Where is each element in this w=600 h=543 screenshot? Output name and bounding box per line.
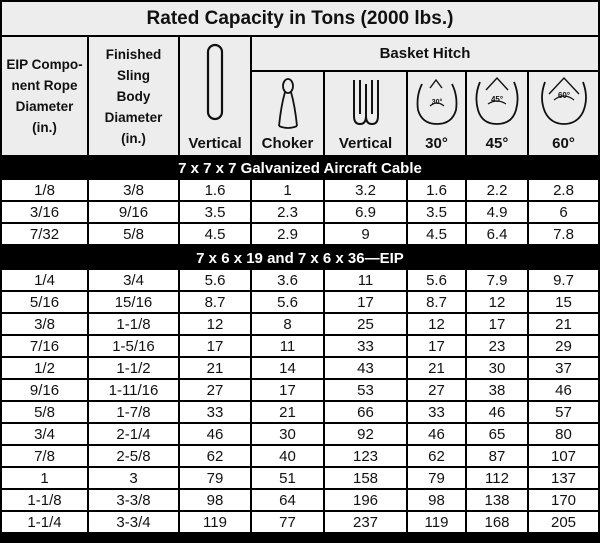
- table-cell-basket-45: 38: [467, 380, 527, 400]
- col-header-45-degree: [467, 72, 527, 155]
- table-cell-basket-45: 46: [467, 402, 527, 422]
- table-cell-choker: 2.3: [252, 202, 323, 222]
- table-cell-vertical: 1.6: [180, 180, 250, 200]
- table-cell-basket-60: 6: [529, 202, 598, 222]
- table-cell-choker: 5.6: [252, 292, 323, 312]
- col-header-finished-body-diameter: [89, 37, 178, 155]
- table-cell-basket-45: 2.2: [467, 180, 527, 200]
- table-cell-eip-diameter: 1-1/8: [2, 490, 87, 510]
- table-cell-basket-30: 17: [408, 336, 465, 356]
- table-cell-basket-vertical: 196: [325, 490, 406, 510]
- table-cell-vertical: 33: [180, 402, 250, 422]
- table-cell-eip-diameter: 7/8: [2, 446, 87, 466]
- table-cell-eip-diameter: 5/16: [2, 292, 87, 312]
- vertical-hitch-icon: [204, 42, 226, 122]
- section-header: 7 x 7 x 7 Galvanized Aircraft Cable: [2, 158, 598, 178]
- table-cell-finished-diameter: 1-1/8: [89, 314, 178, 334]
- table-cell-basket-45: 17: [467, 314, 527, 334]
- section-header: 7 x 6 x 19 and 7 x 6 x 36—EIP: [2, 248, 598, 268]
- table-cell-basket-60: 21: [529, 314, 598, 334]
- table-cell-basket-60: 107: [529, 446, 598, 466]
- table-cell-basket-vertical: 123: [325, 446, 406, 466]
- table-cell-eip-diameter: 9/16: [2, 380, 87, 400]
- col-header-45-label: 45°: [485, 135, 509, 152]
- table-cell-eip-diameter: 1-1/4: [2, 512, 87, 532]
- table-cell-eip-diameter: 1: [2, 468, 87, 488]
- col-header-60-label: 60°: [552, 135, 575, 152]
- table-cell-vertical: 17: [180, 336, 250, 356]
- table-cell-choker: 11: [252, 336, 323, 356]
- table-title: Rated Capacity in Tons (2000 lbs.): [2, 2, 598, 35]
- table-cell-finished-diameter: 2-5/8: [89, 446, 178, 466]
- table-cell-eip-diameter: 5/8: [2, 402, 87, 422]
- table-cell-basket-vertical: 43: [325, 358, 406, 378]
- col-header-vertical: [180, 37, 250, 155]
- table-cell-vertical: 4.5: [180, 224, 250, 244]
- col-header-eip-text: EIP Compo-nent Rope Diameter (in.): [6, 57, 83, 135]
- basket-30-degree-icon: [412, 76, 462, 128]
- table-cell-choker: 30: [252, 424, 323, 444]
- table-cell-basket-60: 9.7: [529, 270, 598, 290]
- table-cell-vertical: 98: [180, 490, 250, 510]
- table-cell-choker: 14: [252, 358, 323, 378]
- table-cell-basket-30: 33: [408, 402, 465, 422]
- table-cell-basket-60: 15: [529, 292, 598, 312]
- table-cell-vertical: 46: [180, 424, 250, 444]
- col-header-choker-label: Choker: [261, 135, 314, 152]
- table-cell-eip-diameter: 1/2: [2, 358, 87, 378]
- table-cell-finished-diameter: 3-3/4: [89, 512, 178, 532]
- table-cell-basket-60: 80: [529, 424, 598, 444]
- table-cell-vertical: 119: [180, 512, 250, 532]
- table-cell-finished-diameter: 1-11/16: [89, 380, 178, 400]
- table-cell-choker: 64: [252, 490, 323, 510]
- table-cell-vertical: 21: [180, 358, 250, 378]
- table-cell-finished-diameter: 1-5/16: [89, 336, 178, 356]
- table-cell-basket-60: 205: [529, 512, 598, 532]
- table-cell-basket-45: 6.4: [467, 224, 527, 244]
- table-cell-basket-45: 138: [467, 490, 527, 510]
- table-cell-choker: 40: [252, 446, 323, 466]
- table-cell-vertical: 8.7: [180, 292, 250, 312]
- table-cell-vertical: 3.5: [180, 202, 250, 222]
- table-cell-basket-vertical: 158: [325, 468, 406, 488]
- table-cell-basket-vertical: 17: [325, 292, 406, 312]
- table-cell-basket-60: 2.8: [529, 180, 598, 200]
- basket-45-degree-icon: [472, 76, 522, 128]
- table-cell-basket-vertical: 66: [325, 402, 406, 422]
- table-cell-basket-30: 21: [408, 358, 465, 378]
- table-cell-eip-diameter: 3/8: [2, 314, 87, 334]
- table-cell-finished-diameter: 1-1/2: [89, 358, 178, 378]
- table-cell-basket-30: 46: [408, 424, 465, 444]
- basket-60-degree-icon: [539, 76, 589, 128]
- table-cell-basket-45: 30: [467, 358, 527, 378]
- table-cell-basket-60: 29: [529, 336, 598, 356]
- col-header-30-label: 30°: [425, 135, 448, 152]
- table-cell-vertical: 27: [180, 380, 250, 400]
- table-cell-finished-diameter: 1-7/8: [89, 402, 178, 422]
- table-cell-basket-60: 37: [529, 358, 598, 378]
- col-header-basket-vertical: [325, 72, 406, 155]
- col-header-eip-rope-diameter: [2, 37, 87, 155]
- table-cell-basket-vertical: 53: [325, 380, 406, 400]
- basket-hitch-header: Basket Hitch: [252, 37, 598, 70]
- table-cell-finished-diameter: 9/16: [89, 202, 178, 222]
- table-cell-basket-30: 8.7: [408, 292, 465, 312]
- table-cell-basket-45: 23: [467, 336, 527, 356]
- table-cell-basket-45: 4.9: [467, 202, 527, 222]
- table-cell-choker: 17: [252, 380, 323, 400]
- table-cell-finished-diameter: 15/16: [89, 292, 178, 312]
- angle-label-60: 60°: [557, 91, 570, 100]
- table-cell-basket-30: 27: [408, 380, 465, 400]
- table-cell-basket-30: 3.5: [408, 202, 465, 222]
- table-cell-finished-diameter: 3: [89, 468, 178, 488]
- table-cell-basket-60: 7.8: [529, 224, 598, 244]
- table-cell-choker: 3.6: [252, 270, 323, 290]
- col-header-basket-vertical-label: Vertical: [338, 135, 393, 152]
- col-header-60-degree: [529, 72, 598, 155]
- table-cell-eip-diameter: 1/4: [2, 270, 87, 290]
- angle-label-45: 45°: [490, 95, 504, 104]
- table-cell-eip-diameter: 7/16: [2, 336, 87, 356]
- table-cell-basket-30: 4.5: [408, 224, 465, 244]
- table-cell-finished-diameter: 3/8: [89, 180, 178, 200]
- table-cell-basket-60: 46: [529, 380, 598, 400]
- table-cell-basket-vertical: 11: [325, 270, 406, 290]
- table-cell-basket-45: 65: [467, 424, 527, 444]
- table-cell-basket-30: 1.6: [408, 180, 465, 200]
- table-cell-basket-vertical: 92: [325, 424, 406, 444]
- table-cell-finished-diameter: 3-3/8: [89, 490, 178, 510]
- table-cell-choker: 21: [252, 402, 323, 422]
- table-cell-basket-30: 119: [408, 512, 465, 532]
- table-cell-basket-30: 5.6: [408, 270, 465, 290]
- table-cell-basket-vertical: 6.9: [325, 202, 406, 222]
- table-cell-basket-60: 137: [529, 468, 598, 488]
- table-cell-basket-30: 98: [408, 490, 465, 510]
- table-cell-eip-diameter: 7/32: [2, 224, 87, 244]
- col-header-vertical-label: Vertical: [188, 135, 242, 152]
- table-cell-basket-45: 87: [467, 446, 527, 466]
- table-cell-basket-vertical: 25: [325, 314, 406, 334]
- choker-hitch-icon: [273, 76, 303, 130]
- table-cell-basket-45: 12: [467, 292, 527, 312]
- table-cell-choker: 2.9: [252, 224, 323, 244]
- table-cell-choker: 1: [252, 180, 323, 200]
- table-cell-basket-vertical: 237: [325, 512, 406, 532]
- table-cell-basket-30: 79: [408, 468, 465, 488]
- table-cell-vertical: 79: [180, 468, 250, 488]
- table-cell-basket-vertical: 9: [325, 224, 406, 244]
- table-cell-choker: 51: [252, 468, 323, 488]
- basket-vertical-hitch-icon: [346, 76, 386, 128]
- table-cell-basket-vertical: 3.2: [325, 180, 406, 200]
- table-cell-vertical: 5.6: [180, 270, 250, 290]
- table-cell-finished-diameter: 5/8: [89, 224, 178, 244]
- table-cell-basket-30: 62: [408, 446, 465, 466]
- col-header-choker: [252, 72, 323, 155]
- table-cell-basket-60: 57: [529, 402, 598, 422]
- table-cell-finished-diameter: 2-1/4: [89, 424, 178, 444]
- table-cell-basket-vertical: 33: [325, 336, 406, 356]
- table-cell-basket-45: 168: [467, 512, 527, 532]
- col-header-finished-text: Finished Sling Body Diameter (in.): [104, 46, 163, 146]
- table-cell-basket-45: 112: [467, 468, 527, 488]
- table-cell-choker: 77: [252, 512, 323, 532]
- table-cell-basket-45: 7.9: [467, 270, 527, 290]
- table-cell-vertical: 62: [180, 446, 250, 466]
- table-cell-basket-30: 12: [408, 314, 465, 334]
- col-header-30-degree: [408, 72, 465, 155]
- table-cell-choker: 8: [252, 314, 323, 334]
- table-cell-vertical: 12: [180, 314, 250, 334]
- table-cell-eip-diameter: 1/8: [2, 180, 87, 200]
- table-cell-eip-diameter: 3/4: [2, 424, 87, 444]
- table-cell-basket-60: 170: [529, 490, 598, 510]
- table-cell-eip-diameter: 3/16: [2, 202, 87, 222]
- table-cell-finished-diameter: 3/4: [89, 270, 178, 290]
- angle-label-30: 30°: [431, 99, 442, 106]
